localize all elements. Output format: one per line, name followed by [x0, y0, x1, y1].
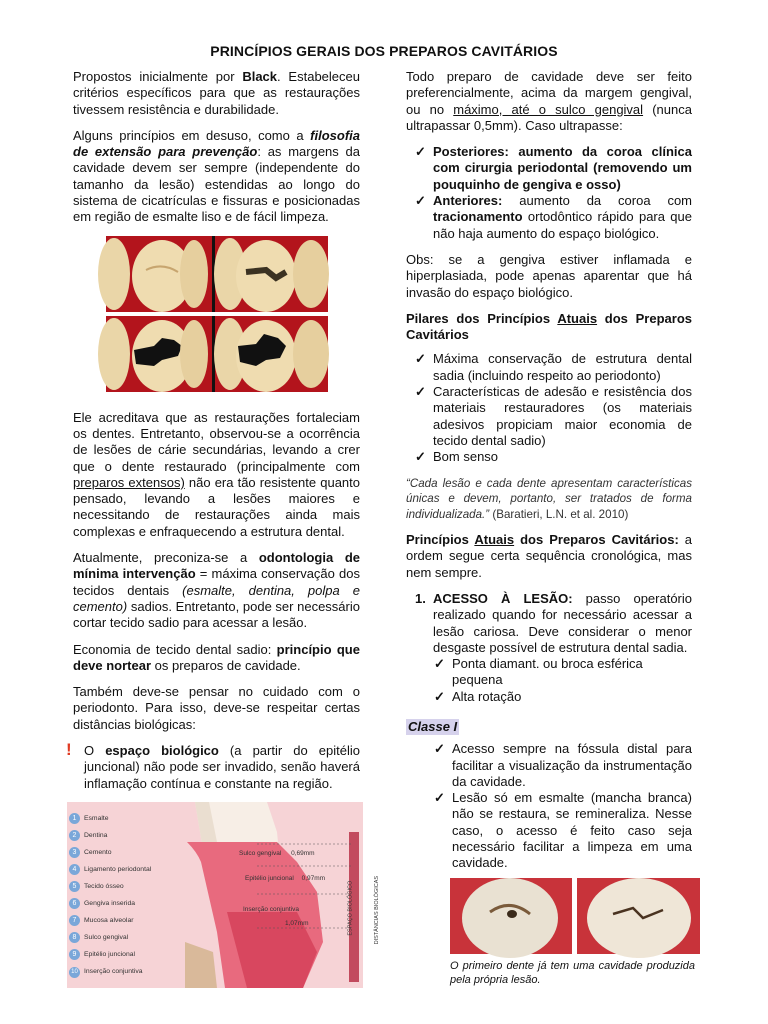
- left-column: [66, 69, 381, 988]
- paragraph-margem-gengival: Todo preparo de cavidade deve ser feito preferencialmente, acima da margem gengival, ou no máximo, até o sulco gengival (nunca ultrapassar 0,5mm). Caso ultrapasse:: [406, 69, 692, 133]
- diagram-vertical-label-espaco: ESPAÇO BIOLÓGICO: [347, 880, 354, 936]
- right-column: [406, 69, 695, 987]
- paragraph-principios-atuais: Princípios Atuais dos Preparos Cavitários: a ordem segue certa sequência cronológica, mas nem sempre.: [406, 532, 693, 580]
- check-icon: ✓: [415, 193, 426, 209]
- quote-baratieri: “Cada lesão e cada dente apresentam características únicas e devem, portanto, ser tratados de forma individualizada.” (Baratieri, L.N. et al. 2010): [406, 476, 692, 521]
- legend-item: 6 Gengiva inserida: [69, 895, 189, 912]
- list-item: ✓ Máxima conservação de estrutura dental sadia (incluindo respeito ao periodonto): [415, 351, 692, 383]
- warning-espaco-biologico: ! O espaço biológico (a partir do epitélio juncional) não pode ser invadido, senão haverá inflamação contínua e constante na região.: [66, 740, 361, 791]
- diagram-label-epitelio: Epitélio juncional 0,97mm: [245, 874, 326, 882]
- sublist-classe-i: [433, 741, 692, 871]
- heading-pilares: Pilares dos Princípios Atuais dos Preparos Cavitários: [406, 310, 692, 343]
- check-icon: ✓: [415, 449, 426, 465]
- molar-photo-white-spot: [577, 878, 700, 954]
- exclamation-icon: !: [66, 740, 72, 760]
- list-item: ✓ Ponta diamant. ou broca esférica pequena: [434, 656, 643, 688]
- classe-i-label: Classe I: [408, 719, 458, 734]
- legend-item: 9 Epitélio juncional: [69, 946, 189, 963]
- numbered-item-acesso: 1. ACESSO À LESÃO: passo operatório realizado quando for necessário acessar a lesão cariosa. Deve considerar o menor desgaste possível de estrutura dental sadia.: [415, 590, 693, 655]
- diagram-label-insercao: Inserção conjuntiva: [243, 905, 300, 913]
- list-item: ✓ Anteriores: aumento da coroa com tracionamento ortodôntico rápido para que não haja aumento do espaço biológico.: [415, 193, 692, 241]
- legend-item: 7 Mucosa alveolar: [69, 912, 189, 929]
- checklist-pilares: [406, 351, 692, 465]
- paragraph-minima-intervencao: Atualmente, preconiza-se a odontologia de mínima intervenção = máxima conservação dos tecidos dentais (esmalte, dentina, polpa e cemento) sadios. Entretanto, pode ser necessário cortar tecido sadio para acessar a lesão.: [73, 550, 360, 631]
- paragraph-black: Propostos inicialmente por Black. Estabeleceu critérios específicos para que as restaurações tivessem resistência e durabilidade.: [73, 69, 360, 117]
- checklist-ultrapasse: [406, 144, 692, 242]
- check-icon: ✓: [434, 688, 445, 704]
- teeth-photo-top: [106, 236, 328, 312]
- photo-caption: O primeiro dente já tem uma cavidade produzida pela própria lesão.: [450, 959, 695, 986]
- paragraph-economia: Economia de tecido dental sadio: princípio que deve nortear os preparos de cavidade.: [73, 641, 360, 673]
- list-item: ✓ Características de adesão e resistência dos materiais restauradores (os materiais adesivos propiciam maior economia de tecido dental sadio): [415, 384, 692, 448]
- molar-photos: [450, 878, 700, 954]
- paragraph-extensao: Alguns princípios em desuso, como a filosofia de extensão para prevenção: as margens da cavidade devem ser sempre (independente do tamanho da lesão) estendidas ao longo do sistema de cicatrículas e fissuras e posicionadas em região de esmalte liso e de fácil limpeza.: [73, 127, 361, 225]
- check-icon: ✓: [434, 656, 445, 672]
- legend-item: 5 Tecido ósseo: [69, 878, 189, 895]
- paragraph-obs: Obs: se a gengiva estiver inflamada e hiperplasiada, pode apenas aparentar que há invasão do espaço biológico.: [406, 251, 692, 300]
- teeth-photo-bottom: [106, 316, 328, 392]
- paragraph-restauracoes: Ele acreditava que as restaurações fortaleciam os dentes. Entretanto, observou-se a ocorrência de lesões de cárie secundárias, levando a crer que o dente restaurado (principalmente com preparos extensos) não era tão resistente quanto pensado, levando a lesões maiores e necessitando de restaurações ainda mais complexas e enfraquecendo a estrutura dental.: [73, 409, 361, 539]
- diagram-legend: [69, 810, 189, 980]
- sublist-acesso: [433, 656, 692, 705]
- molar-photo-cavity: [450, 878, 572, 954]
- list-item: ✓ Acesso sempre na fóssula distal para facilitar a visualização da instrumentação da cavidade.: [434, 741, 692, 789]
- legend-item: 1 Esmalte: [69, 810, 189, 827]
- check-icon: ✓: [415, 351, 426, 367]
- diagram-vertical-label-distancias: DISTÂNCIAS BIOLÓGICAS: [374, 875, 381, 945]
- list-item: ✓ Lesão só em esmalte (mancha branca) não se restaura, se remineraliza. Nesse caso, o acesso é feito caso seja necessário facilitar a limpeza em uma cavidade.: [434, 790, 692, 871]
- legend-item: 10 Inserção conjuntiva: [69, 963, 189, 980]
- legend-item: 8 Sulco gengival: [69, 929, 189, 946]
- list-item: ✓ Bom senso: [415, 449, 499, 465]
- check-icon: ✓: [415, 144, 426, 160]
- legend-item: 3 Cemento: [69, 844, 189, 861]
- diagram-label-insercao-value: 1,07mm: [285, 919, 309, 927]
- list-item: ✓ Alta rotação: [434, 688, 522, 704]
- list-item: ✓ Posteriores: aumento da coroa clínica com cirurgia periodontal (removendo um pouquinho de gengiva e osso): [415, 144, 692, 192]
- paragraph-periodonto: Também deve-se pensar no cuidado com o periodonto. Para isso, deve-se respeitar certas distâncias biológicas:: [73, 684, 360, 732]
- legend-item: 4 Ligamento periodontal: [69, 861, 189, 878]
- biological-width-diagram: [67, 802, 381, 988]
- legend-item: 2 Dentina: [69, 827, 189, 844]
- page-title: PRINCÍPIOS GERAIS DOS PREPAROS CAVITÁRIOS: [210, 43, 558, 59]
- check-icon: ✓: [434, 741, 445, 757]
- check-icon: ✓: [434, 790, 445, 806]
- check-icon: ✓: [415, 384, 426, 400]
- diagram-label-sulco: Sulco gengival 0,69mm: [239, 849, 315, 857]
